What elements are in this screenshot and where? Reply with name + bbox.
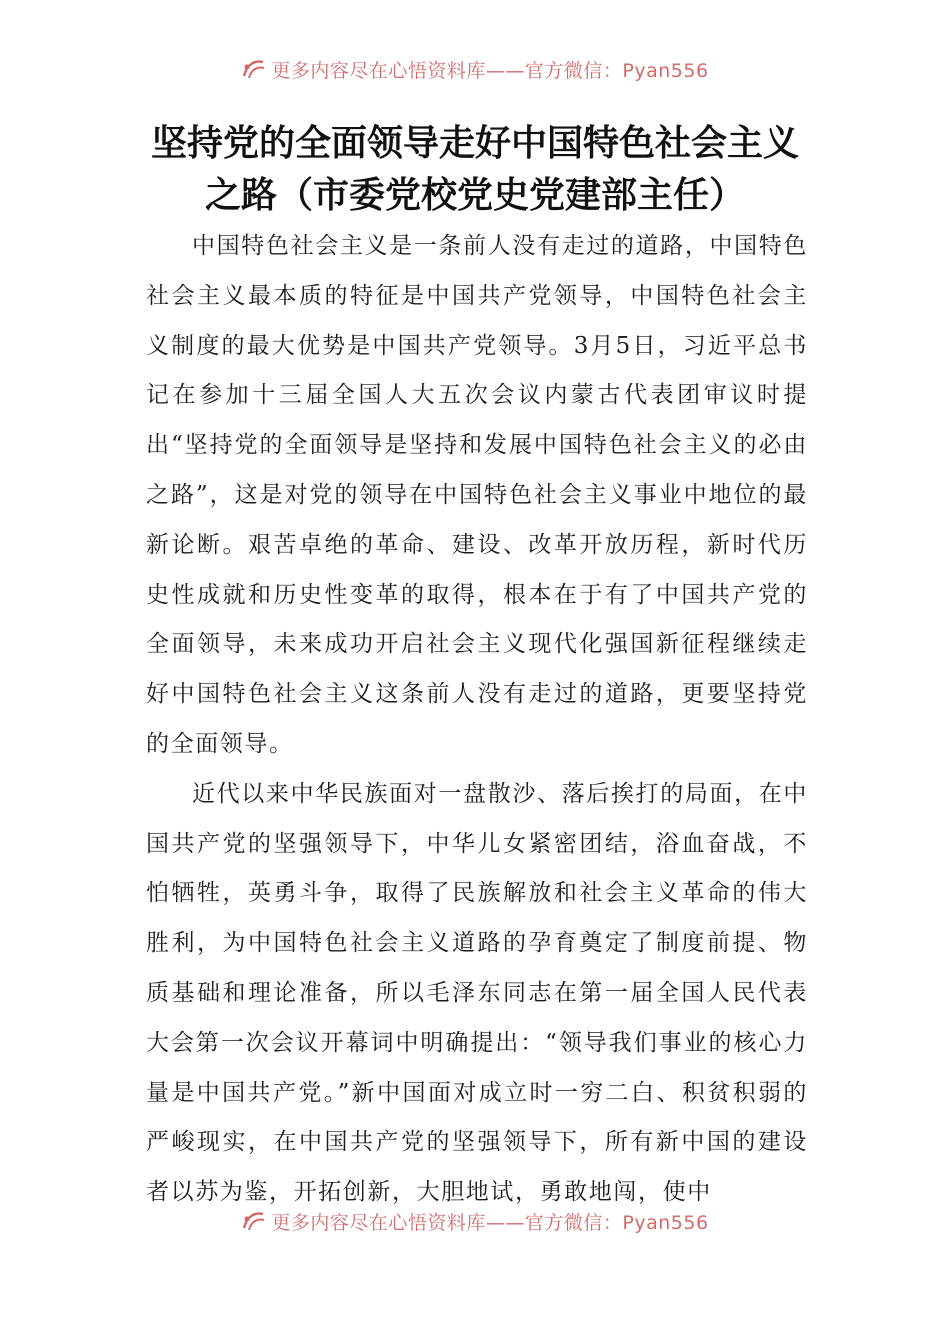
watermark-text: 更多内容尽在心悟资料库——官方微信：Pyan556 xyxy=(271,1211,709,1234)
logo-icon xyxy=(241,58,267,80)
title-line-1: 坚持党的全面领导走好中国特色社会主义 xyxy=(150,123,799,164)
watermark-header xyxy=(0,56,950,82)
document-body xyxy=(146,222,808,1218)
watermark-footer xyxy=(0,1208,950,1234)
paragraph: 中国特色社会主义是一条前人没有走过的道路，中国特色社会主义最本质的特征是中国共产党领导，中国特色社会主义制度的最大优势是中国共产党领导。3月5日，习近平总书记在参加十三届全国人大五次会议内蒙古代表团审议时提出“坚持党的全面领导是坚持和发展中国特色社会主义的必由之路”，这是对党的领导在中国特色社会主义事业中地位的最新论断。艰苦卓绝的革命、建设、改革开放历程，新时代历史性成就和历史性变革的取得，根本在于有了中国共产党的全面领导，未来成功开启社会主义现代化强国新征程继续走好中国特色社会主义这条前人没有走过的道路，更要坚持党的全面领导。 xyxy=(146,233,808,757)
logo-icon xyxy=(241,1210,267,1232)
title-line-2: 之路（市委党校党史党建部主任） xyxy=(204,175,745,216)
watermark-text: 更多内容尽在心悟资料库——官方微信：Pyan556 xyxy=(271,59,709,82)
paragraph: 近代以来中华民族面对一盘散沙、落后挨打的局面，在中国共产党的坚强领导下，中华儿女紧密团结，浴血奋战，不怕牺牲，英勇斗争，取得了民族解放和社会主义革命的伟大胜利，为中国特色社会主义道路的孕育奠定了制度前提、物质基础和理论准备，所以毛泽东同志在第一届全国人民代表大会第一次会议开幕词中明确提出：“领导我们事业的核心力量是中国共产党。”新中国面对成立时一穷二白、积贫积弱的严峻现实，在中国共产党的坚强领导下，所有新中国的建设者以苏为鉴，开拓创新，大胆地试，勇敢地闯，使中 xyxy=(146,780,808,1206)
document-title xyxy=(120,118,830,222)
